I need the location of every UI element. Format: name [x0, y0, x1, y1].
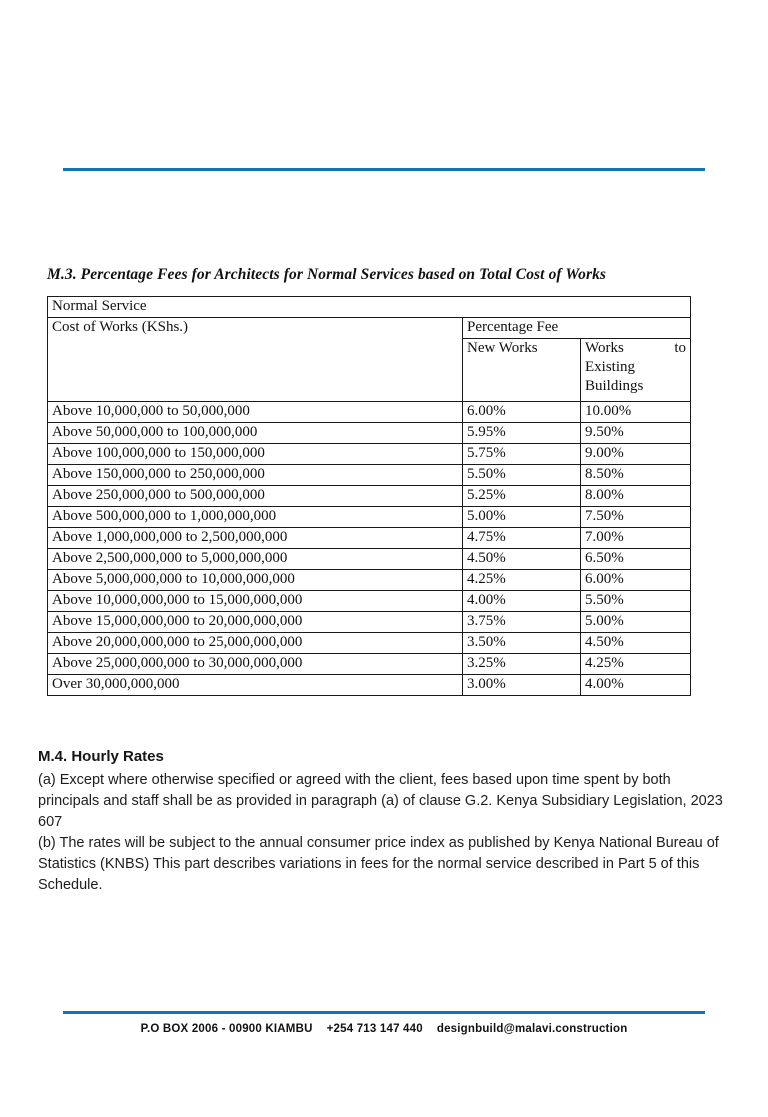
section-m4 — [38, 746, 732, 896]
footer-phone: +254 713 147 440 — [326, 1023, 423, 1035]
cost-of-works-cell: Above 10,000,000,000 to 15,000,000,000 — [48, 591, 463, 612]
existing-buildings-cell: 5.00% — [581, 612, 691, 633]
section-m4-heading: M.4. Hourly Rates — [38, 748, 164, 765]
table-row — [48, 507, 691, 528]
new-works-cell: 5.00% — [463, 507, 581, 528]
table-row — [48, 444, 691, 465]
cost-of-works-cell: Above 1,000,000,000 to 2,500,000,000 — [48, 528, 463, 549]
existing-buildings-cell: 7.50% — [581, 507, 691, 528]
existing-buildings-cell: 4.25% — [581, 654, 691, 675]
existing-buildings-cell: 9.50% — [581, 423, 691, 444]
fee-table-head-rows — [48, 297, 691, 402]
existing-buildings-line1 — [585, 339, 686, 358]
normal-service-cell: Normal Service — [48, 297, 691, 318]
table-row — [48, 486, 691, 507]
new-works-cell: 3.75% — [463, 612, 581, 633]
existing-buildings-cell: 8.50% — [581, 465, 691, 486]
existing-buildings-cell: 4.00% — [581, 675, 691, 696]
existing-buildings-line2: Existing — [585, 359, 636, 375]
footer-email: designbuild@malavi.construction — [436, 1023, 628, 1035]
table-row — [48, 423, 691, 444]
existing-buildings-line3: Buildings — [585, 378, 644, 394]
new-works-cell: 4.75% — [463, 528, 581, 549]
paragraph-a: (a) Except where otherwise specified or agreed with the client, fees based upon time spent by both principals and staff shall be as provided in paragraph (a) of clause G.2. Kenya Subsidiary Legislation, 2023 607 — [38, 772, 723, 830]
existing-buildings-word-works: Works — [585, 340, 624, 356]
cost-of-works-cell: Above 10,000,000 to 50,000,000 — [48, 402, 463, 423]
new-works-cell: 3.50% — [463, 633, 581, 654]
new-works-cell: 3.00% — [463, 675, 581, 696]
paragraph-b: (b) The rates will be subject to the annual consumer price index as published by Kenya National Bureau of Statistics (KNBS) This part describes variations in fees for the normal service described in Part 5 of this Schedule. — [38, 835, 719, 893]
new-works-header-cell: New Works — [463, 339, 581, 402]
existing-buildings-cell: 9.00% — [581, 444, 691, 465]
table-row — [48, 612, 691, 633]
cost-of-works-cell: Over 30,000,000,000 — [48, 675, 463, 696]
new-works-cell: 5.50% — [463, 465, 581, 486]
footer — [0, 1023, 768, 1035]
cost-of-works-cell: Above 5,000,000,000 to 10,000,000,000 — [48, 570, 463, 591]
fee-table-body — [48, 402, 691, 696]
table-row-normal-service — [48, 297, 691, 318]
new-works-cell: 3.25% — [463, 654, 581, 675]
top-divider-line — [63, 168, 705, 171]
new-works-cell: 5.75% — [463, 444, 581, 465]
table-row — [48, 528, 691, 549]
cost-of-works-cell: Above 2,500,000,000 to 5,000,000,000 — [48, 549, 463, 570]
new-works-cell: 4.25% — [463, 570, 581, 591]
existing-buildings-cell: 6.50% — [581, 549, 691, 570]
cost-of-works-cell: Above 500,000,000 to 1,000,000,000 — [48, 507, 463, 528]
existing-buildings-header-cell — [581, 339, 691, 402]
table-row — [48, 654, 691, 675]
percentage-fee-header-cell: Percentage Fee — [463, 318, 691, 339]
footer-divider-line — [63, 1011, 705, 1014]
cost-of-works-header-cell: Cost of Works (KShs.) — [48, 318, 463, 402]
new-works-cell: 6.00% — [463, 402, 581, 423]
new-works-cell: 4.50% — [463, 549, 581, 570]
cost-of-works-cell: Above 150,000,000 to 250,000,000 — [48, 465, 463, 486]
table-row — [48, 402, 691, 423]
new-works-cell: 4.00% — [463, 591, 581, 612]
new-works-cell: 5.25% — [463, 486, 581, 507]
table-row-column-groups — [48, 318, 691, 339]
table-row — [48, 570, 691, 591]
cost-of-works-cell: Above 15,000,000,000 to 20,000,000,000 — [48, 612, 463, 633]
cost-of-works-cell: Above 20,000,000,000 to 25,000,000,000 — [48, 633, 463, 654]
table-row — [48, 675, 691, 696]
cost-of-works-cell: Above 50,000,000 to 100,000,000 — [48, 423, 463, 444]
cost-of-works-cell: Above 25,000,000,000 to 30,000,000,000 — [48, 654, 463, 675]
existing-buildings-word-to: to — [674, 340, 687, 356]
table-row — [48, 591, 691, 612]
existing-buildings-cell: 6.00% — [581, 570, 691, 591]
existing-buildings-cell: 7.00% — [581, 528, 691, 549]
footer-address: P.O BOX 2006 - 00900 KIAMBU — [140, 1023, 313, 1035]
fee-table — [47, 296, 691, 696]
cost-of-works-cell: Above 100,000,000 to 150,000,000 — [48, 444, 463, 465]
existing-buildings-cell: 5.50% — [581, 591, 691, 612]
table-row — [48, 549, 691, 570]
cost-of-works-cell: Above 250,000,000 to 500,000,000 — [48, 486, 463, 507]
new-works-cell: 5.95% — [463, 423, 581, 444]
table-row — [48, 465, 691, 486]
existing-buildings-cell: 4.50% — [581, 633, 691, 654]
existing-buildings-cell: 8.00% — [581, 486, 691, 507]
section-m3-title: M.3. Percentage Fees for Architects for Normal Services based on Total Cost of Works — [47, 266, 607, 283]
existing-buildings-cell: 10.00% — [581, 402, 691, 423]
table-row — [48, 633, 691, 654]
